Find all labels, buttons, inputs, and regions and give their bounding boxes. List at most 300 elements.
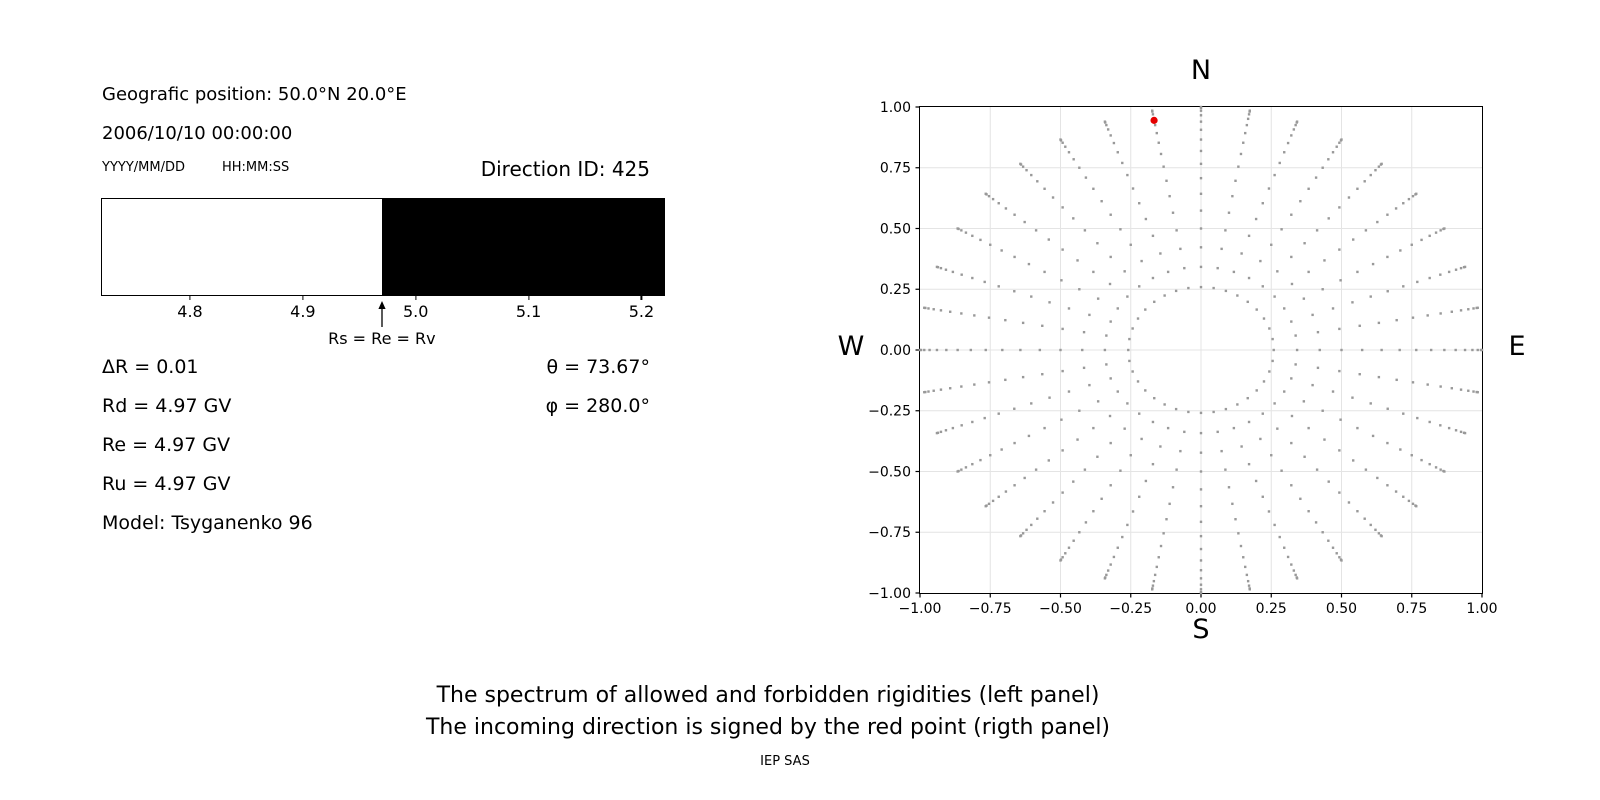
direction-dot	[1144, 308, 1146, 310]
direction-dot	[1290, 214, 1292, 216]
direction-dot	[1061, 142, 1063, 144]
direction-dot	[1126, 295, 1128, 297]
direction-dot	[1072, 480, 1074, 482]
direction-dot	[1064, 552, 1066, 554]
direction-dot	[1268, 327, 1270, 329]
date-format-label: YYYY/MM/DD	[102, 160, 185, 175]
direction-dot	[1092, 427, 1094, 429]
spectrum-annotation-label: Rs = Re = Rv	[328, 329, 436, 348]
direction-dot	[1168, 503, 1170, 505]
direction-dot	[1187, 411, 1189, 413]
direction-dot	[1200, 246, 1202, 248]
direction-dot	[1145, 480, 1147, 482]
direction-dot	[1287, 142, 1289, 144]
direction-dot	[1283, 307, 1285, 309]
direction-dot	[1248, 584, 1250, 586]
direction-dot	[1290, 484, 1292, 486]
direction-dot	[1290, 563, 1292, 565]
direction-dot	[1068, 307, 1070, 309]
direction-dot	[1092, 188, 1094, 190]
direction-dot	[1200, 163, 1202, 165]
direction-dot	[1451, 311, 1453, 313]
direction-dot	[1043, 271, 1045, 273]
direction-dot	[1402, 285, 1404, 287]
direction-dot	[1336, 552, 1338, 554]
direction-plot-svg	[868, 99, 1498, 617]
direction-dot	[1323, 259, 1325, 261]
direction-dot	[1247, 580, 1249, 582]
direction-dot	[1023, 477, 1025, 479]
rd-value: Rd = 4.97 GV	[102, 395, 232, 417]
direction-dot	[1307, 271, 1309, 273]
direction-dot	[1200, 114, 1202, 116]
direction-dot	[1200, 588, 1202, 590]
direction-dot	[1035, 229, 1037, 231]
direction-dot	[1022, 532, 1024, 534]
direction-dot	[1443, 470, 1445, 472]
direction-dot	[1263, 380, 1265, 382]
direction-dot	[1126, 524, 1128, 526]
direction-dot	[1439, 312, 1441, 314]
direction-dot	[1439, 468, 1441, 470]
direction-dot	[1068, 151, 1070, 153]
direction-dot	[1439, 424, 1441, 426]
direction-dot	[1072, 217, 1074, 219]
direction-dot	[1293, 128, 1295, 130]
direction-dot	[960, 229, 962, 231]
direction-dot	[1395, 379, 1397, 381]
direction-dot	[1013, 256, 1015, 258]
direction-dot	[1233, 427, 1235, 429]
direction-dot	[1152, 235, 1154, 237]
direction-dot	[1270, 244, 1272, 246]
direction-id-text: Direction ID: 425	[480, 157, 650, 181]
direction-dot	[1386, 256, 1388, 258]
direction-dot	[1043, 510, 1045, 512]
direction-dot	[1183, 431, 1185, 433]
direction-dot	[1279, 162, 1281, 164]
direction-dot	[1061, 248, 1063, 250]
y-tick-label: 0.25	[879, 282, 911, 299]
direction-dot	[1338, 206, 1340, 208]
direction-dot	[1119, 470, 1121, 472]
direction-dot	[1048, 396, 1050, 398]
direction-dot	[1348, 501, 1350, 503]
direction-dot	[1041, 325, 1043, 327]
direction-dot	[1175, 229, 1177, 231]
direction-dot	[1216, 431, 1218, 433]
direction-dot	[1228, 486, 1230, 488]
direction-dot	[1131, 327, 1133, 329]
direction-dot	[1162, 165, 1164, 167]
direction-dot	[1105, 574, 1107, 576]
direction-dot	[1328, 217, 1330, 219]
direction-dot	[1084, 229, 1086, 231]
direction-dot	[1352, 459, 1354, 461]
direction-dot	[1455, 429, 1457, 431]
direction-dot	[1059, 349, 1061, 351]
direction-dot	[1200, 177, 1202, 179]
direction-dot	[1013, 442, 1015, 444]
direction-dot	[928, 349, 930, 351]
direction-dot	[1200, 266, 1202, 268]
direction-dot	[1460, 309, 1462, 311]
direction-dot	[1467, 390, 1469, 392]
direction-dot	[1200, 109, 1202, 111]
direction-dot	[940, 431, 942, 433]
direction-dot	[1356, 510, 1358, 512]
direction-dot	[1121, 536, 1123, 538]
direction-dot	[1420, 239, 1422, 241]
direction-dot	[1247, 301, 1249, 303]
direction-dot	[923, 307, 925, 309]
direction-dot	[960, 385, 962, 387]
phi-value: φ = 280.0°	[545, 395, 650, 417]
direction-dot	[1153, 580, 1155, 582]
direction-dot	[1455, 269, 1457, 271]
direction-dot	[1013, 484, 1015, 486]
x-tick-label: −0.25	[1109, 601, 1153, 617]
direction-dot	[1311, 384, 1313, 386]
direction-dot	[1105, 334, 1107, 336]
direction-dot	[1030, 524, 1032, 526]
direction-dot	[1130, 454, 1132, 456]
direction-dot	[1060, 418, 1062, 420]
direction-dot	[1236, 403, 1238, 405]
direction-dot	[1048, 301, 1050, 303]
direction-dot	[1378, 165, 1380, 167]
direction-dot	[1386, 484, 1388, 486]
direction-dot	[927, 307, 929, 309]
direction-dot	[1109, 563, 1111, 565]
direction-dot	[1299, 200, 1301, 202]
direction-dot	[971, 463, 973, 465]
direction-dot	[1395, 207, 1397, 209]
direction-dot	[1179, 248, 1181, 250]
direction-dot	[1107, 569, 1109, 571]
spectrum-x-tick	[528, 295, 529, 300]
direction-dot	[1152, 113, 1154, 115]
direction-dot	[952, 271, 954, 273]
direction-dot	[1083, 331, 1085, 333]
direction-dot	[1127, 349, 1129, 351]
direction-dot	[1338, 449, 1340, 451]
direction-dot	[1001, 349, 1003, 351]
direction-dot	[1317, 367, 1319, 369]
direction-dot	[960, 468, 962, 470]
direction-dot	[1076, 259, 1078, 261]
direction-dot	[988, 195, 990, 197]
theta-value: θ = 73.67°	[546, 356, 650, 378]
spectrum-x-tick	[641, 295, 642, 300]
direction-dot	[1052, 501, 1054, 503]
time-format-label: HH:MM:SS	[222, 160, 290, 175]
direction-dot	[1183, 267, 1185, 269]
direction-dot	[970, 349, 972, 351]
x-tick-label: −0.75	[968, 601, 1012, 617]
direction-dot	[1296, 577, 1298, 579]
direction-dot	[1262, 285, 1264, 287]
direction-dot	[940, 388, 942, 390]
direction-dot	[1013, 290, 1015, 292]
y-tick-label: 0.75	[879, 160, 911, 177]
direction-dot	[1411, 454, 1413, 456]
direction-dot	[1315, 521, 1317, 523]
direction-dot	[1061, 556, 1063, 558]
direction-dot	[1140, 260, 1142, 262]
spectrum-x-tick-label: 5.1	[515, 302, 542, 321]
direction-dot	[1296, 349, 1298, 351]
direction-dot	[1159, 252, 1161, 254]
direction-dot	[1307, 188, 1309, 190]
spectrum-segment-forbidden	[382, 199, 664, 295]
spectrum-annotation	[312, 295, 452, 348]
direction-dot	[1280, 470, 1282, 472]
direction-dot	[1268, 187, 1270, 189]
direction-dot	[1117, 307, 1119, 309]
direction-dot	[1200, 577, 1202, 579]
direction-dot	[1294, 124, 1296, 126]
direction-dot	[1471, 349, 1473, 351]
direction-dot	[1233, 271, 1235, 273]
y-tick-label: −0.25	[868, 403, 911, 420]
direction-dot	[1151, 588, 1153, 590]
direction-dot	[1271, 360, 1273, 362]
direction-dot	[1132, 510, 1134, 512]
direction-dot	[1028, 435, 1030, 437]
direction-dot	[1370, 524, 1372, 526]
direction-dot	[1100, 498, 1102, 500]
direction-dot	[1078, 167, 1080, 169]
direction-dot	[1109, 214, 1111, 216]
direction-dot	[1104, 349, 1106, 351]
direction-dot	[1104, 577, 1106, 579]
direction-dot	[1097, 297, 1099, 299]
direction-dot	[1348, 196, 1350, 198]
y-tick-label: −0.75	[868, 525, 911, 542]
direction-dot	[1158, 556, 1160, 558]
direction-dot	[1225, 408, 1227, 410]
spectrum-x-tick-label: 5.0	[402, 302, 429, 321]
direction-dot	[1296, 120, 1298, 122]
direction-dot	[1290, 320, 1292, 322]
direction-dot	[1240, 153, 1242, 155]
direction-dot	[1259, 438, 1261, 440]
direction-dot	[1364, 180, 1366, 182]
direction-dot	[1256, 389, 1258, 391]
direction-dot	[1276, 270, 1278, 272]
direction-dot	[1464, 349, 1466, 351]
direction-dot	[1041, 373, 1043, 375]
direction-dot	[936, 349, 938, 351]
direction-dot	[1109, 484, 1111, 486]
direction-dot	[1255, 480, 1257, 482]
direction-dot	[1200, 432, 1202, 434]
direction-dot	[1175, 290, 1177, 292]
geographic-position-text: Geografic position: 50.0°N 20.0°E	[102, 84, 407, 105]
direction-dot	[1372, 435, 1374, 437]
direction-dot	[1290, 134, 1292, 136]
direction-dot	[1109, 442, 1111, 444]
direction-dot	[989, 454, 991, 456]
direction-dot	[1332, 151, 1334, 153]
direction-dot	[1247, 397, 1249, 399]
direction-dot	[1356, 427, 1358, 429]
direction-dot	[1263, 317, 1265, 319]
direction-dot	[1200, 129, 1202, 131]
direction-dot	[1130, 244, 1132, 246]
direction-dot	[1386, 214, 1388, 216]
direction-dot	[1426, 314, 1428, 316]
direction-dot	[1064, 146, 1066, 148]
direction-dot	[1460, 431, 1462, 433]
direction-dot	[1163, 403, 1165, 405]
direction-dot	[1248, 113, 1250, 115]
direction-dot	[1443, 227, 1445, 229]
direction-dot	[1451, 387, 1453, 389]
direction-dot	[985, 193, 987, 195]
direction-dot	[1321, 288, 1323, 290]
y-tick-label: −1.00	[868, 585, 911, 602]
direction-dot	[1167, 427, 1169, 429]
direction-dot	[1327, 158, 1329, 160]
direction-dot	[1262, 412, 1264, 414]
direction-dot	[1121, 162, 1123, 164]
direction-dot	[1415, 349, 1417, 351]
direction-dot	[1030, 295, 1032, 297]
direction-dot	[960, 312, 962, 314]
x-tick-label: −1.00	[898, 601, 942, 617]
y-tick-label: −0.50	[868, 464, 911, 481]
direction-dot	[1416, 281, 1418, 283]
direction-dot	[1109, 283, 1111, 285]
direction-dot	[1000, 448, 1002, 450]
direction-dot	[979, 459, 981, 461]
direction-dot	[1248, 277, 1250, 279]
direction-dot	[1246, 124, 1248, 126]
direction-dot	[1145, 218, 1147, 220]
direction-dot	[1096, 456, 1098, 458]
direction-dot	[988, 316, 990, 318]
direction-dot	[1179, 450, 1181, 452]
direction-dot	[1092, 510, 1094, 512]
direction-dot	[1126, 402, 1128, 404]
direction-dot	[960, 424, 962, 426]
direction-dot	[927, 390, 929, 392]
direction-dot	[1316, 468, 1318, 470]
direction-dot	[1151, 109, 1153, 111]
direction-dot	[1280, 228, 1282, 230]
direction-plot	[868, 99, 1498, 617]
direction-dot	[936, 432, 938, 434]
direction-dot	[1138, 412, 1140, 414]
direction-dot	[1030, 402, 1032, 404]
direction-dot	[923, 349, 925, 351]
direction-dot	[1154, 574, 1156, 576]
direction-dot	[1398, 349, 1400, 351]
direction-dot	[1428, 277, 1430, 279]
direction-dot	[1013, 214, 1015, 216]
direction-dot	[1338, 491, 1340, 493]
direction-dot	[1323, 438, 1325, 440]
direction-dot	[945, 429, 947, 431]
direction-dot	[1336, 146, 1338, 148]
direction-dot	[1259, 260, 1261, 262]
direction-dot	[1061, 491, 1063, 493]
direction-dot	[1356, 271, 1358, 273]
direction-dot	[1200, 209, 1202, 211]
direction-dot	[973, 314, 975, 316]
direction-dot	[1290, 256, 1292, 258]
direction-dot	[1117, 151, 1119, 153]
direction-dot	[1370, 295, 1372, 297]
direction-dot	[1338, 248, 1340, 250]
direction-dot	[1100, 200, 1102, 202]
direction-dot	[1167, 271, 1169, 273]
direction-dot	[1464, 266, 1466, 268]
direction-dot	[1137, 317, 1139, 319]
direction-dot	[1156, 132, 1158, 134]
direction-dot	[1200, 412, 1202, 414]
rigidity-spectrum-plot	[101, 198, 665, 348]
direction-dot	[1200, 451, 1202, 453]
direction-dot	[1299, 498, 1301, 500]
direction-dot	[1340, 559, 1342, 561]
direction-dot	[1448, 427, 1450, 429]
direction-dot	[1076, 438, 1078, 440]
direction-dot	[1144, 389, 1146, 391]
direction-dot	[1048, 459, 1050, 461]
direction-dot	[1365, 229, 1367, 231]
datetime-text: 2006/10/10 00:00:00	[102, 123, 293, 144]
direction-dot	[1109, 320, 1111, 322]
direction-dot	[1005, 207, 1007, 209]
up-arrow-icon	[375, 300, 389, 328]
direction-dot	[1307, 427, 1309, 429]
direction-dot	[1126, 174, 1128, 176]
direction-dot	[1244, 566, 1246, 568]
direction-dot	[1283, 390, 1285, 392]
direction-dot	[1303, 242, 1305, 244]
direction-dot	[1128, 338, 1130, 340]
direction-dot	[1332, 307, 1334, 309]
direction-dot	[1036, 518, 1038, 520]
direction-dot	[1123, 270, 1125, 272]
direction-dot	[1200, 106, 1202, 108]
direction-dot	[1415, 193, 1417, 195]
direction-dot	[1117, 390, 1119, 392]
direction-dot	[1138, 496, 1140, 498]
direction-dot	[1200, 548, 1202, 550]
direction-dot	[1159, 445, 1161, 447]
direction-dot	[1332, 547, 1334, 549]
y-tick-label: 0.00	[879, 342, 911, 359]
direction-dot	[1160, 545, 1162, 547]
direction-dot	[1224, 229, 1226, 231]
direction-dot	[1255, 218, 1257, 220]
direction-dot	[1200, 592, 1202, 594]
x-tick-label: 1.00	[1466, 601, 1498, 617]
x-tick-label: 0.75	[1396, 601, 1428, 617]
direction-dot	[1154, 124, 1156, 126]
direction-dot	[1172, 212, 1174, 214]
direction-dot	[1249, 109, 1251, 111]
direction-dot	[956, 227, 958, 229]
direction-dot	[1328, 480, 1330, 482]
direction-dot	[1472, 307, 1474, 309]
direction-dot	[1156, 566, 1158, 568]
direction-dot	[1428, 235, 1430, 237]
